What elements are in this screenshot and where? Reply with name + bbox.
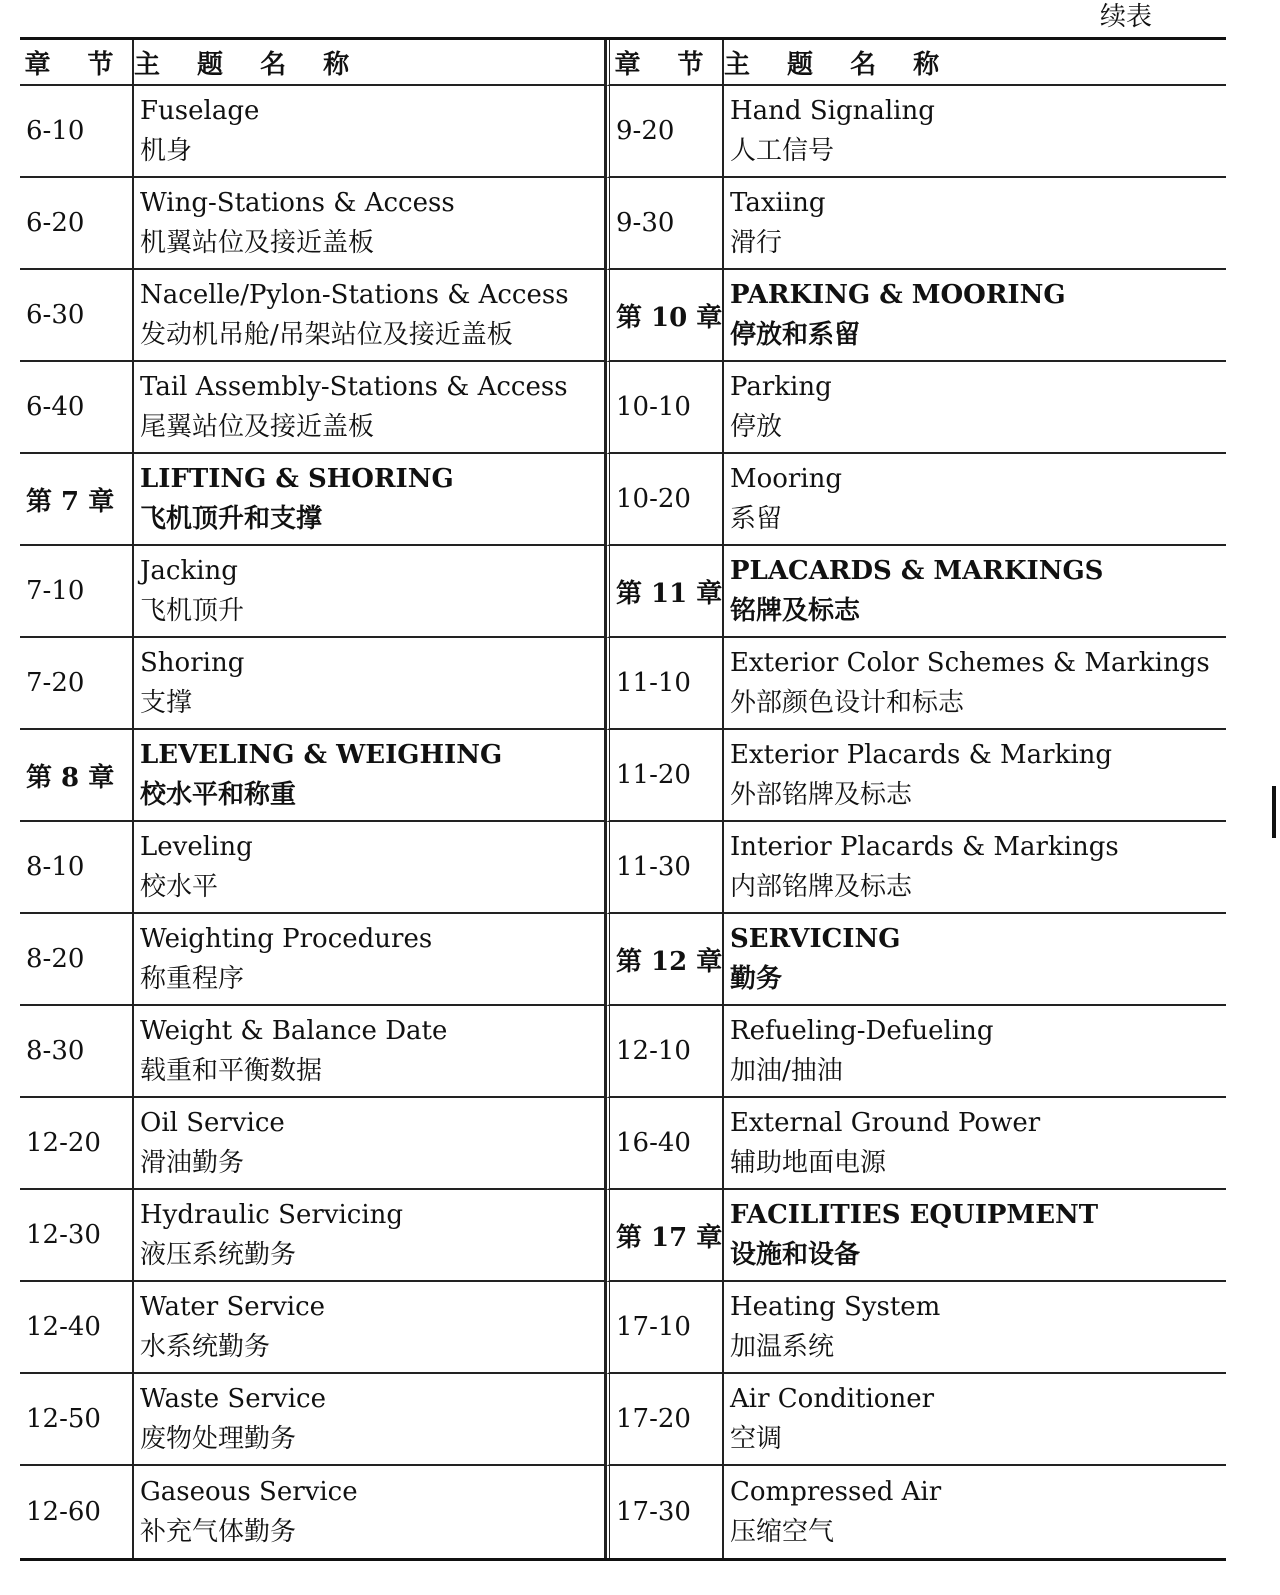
- topic-title-en: Leveling: [140, 832, 253, 862]
- chapter-code-right: 第 10 章: [606, 270, 724, 362]
- topic-title-left: [134, 86, 606, 178]
- chapter-code-left: 第 7 章: [20, 454, 134, 546]
- chapter-table: [20, 37, 1226, 1561]
- topic-title-right: [724, 1190, 1226, 1282]
- chapter-code-left: 6-40: [20, 362, 134, 454]
- topic-title-en: Wing-Stations & Access: [140, 188, 455, 218]
- topic-title-zh: 人工信号: [730, 136, 835, 166]
- chapter-code-left: 6-10: [20, 86, 134, 178]
- topic-title-zh: 勤务: [730, 964, 783, 994]
- chapter-code-right: 10-20: [606, 454, 724, 546]
- topic-title-en: Exterior Placards & Marking: [730, 740, 1113, 770]
- chapter-code-left: 6-30: [20, 270, 134, 362]
- topic-title-en: Weighting Procedures: [140, 924, 433, 954]
- header-title-left: 主 题 名 称: [134, 40, 606, 86]
- topic-title-left: [134, 914, 606, 1006]
- topic-title-left: [134, 178, 606, 270]
- topic-title-en: Hand Signaling: [730, 96, 935, 126]
- topic-title-zh: 停放: [730, 412, 783, 442]
- topic-title-zh: 滑行: [730, 228, 783, 258]
- chapter-table-grid: [20, 40, 1226, 1558]
- chapter-code-right: 17-10: [606, 1282, 724, 1374]
- topic-title-zh: 机翼站位及接近盖板: [140, 228, 375, 258]
- topic-title-en: Gaseous Service: [140, 1477, 358, 1507]
- topic-title-left: [134, 270, 606, 362]
- topic-title-zh: 废物处理勤务: [140, 1424, 297, 1454]
- topic-title-en: Taxiing: [730, 188, 826, 218]
- topic-title-en: Heating System: [730, 1292, 941, 1322]
- topic-title-right: [724, 1098, 1226, 1190]
- topic-title-right: [724, 1006, 1226, 1098]
- topic-title-en: LIFTING & SHORING: [140, 464, 454, 494]
- topic-title-en: Weight & Balance Date: [140, 1016, 448, 1046]
- chapter-code-left: 12-50: [20, 1374, 134, 1466]
- topic-title-en: Mooring: [730, 464, 843, 494]
- topic-title-left: [134, 1466, 606, 1558]
- topic-title-right: [724, 270, 1226, 362]
- chapter-code-right: 第 17 章: [606, 1190, 724, 1282]
- topic-title-zh: 内部铭牌及标志: [730, 872, 913, 902]
- continued-label: 续表: [1099, 2, 1152, 32]
- chapter-code-right: 17-20: [606, 1374, 724, 1466]
- topic-title-en: LEVELING & WEIGHING: [140, 740, 503, 770]
- topic-title-zh: 加温系统: [730, 1332, 835, 1362]
- topic-title-en: Nacelle/Pylon-Stations & Access: [140, 280, 569, 310]
- topic-title-zh: 外部颜色设计和标志: [730, 688, 965, 718]
- chapter-code-right: 17-30: [606, 1466, 724, 1558]
- topic-title-right: [724, 822, 1226, 914]
- topic-title-zh: 停放和系留: [730, 320, 861, 350]
- topic-title-left: [134, 1282, 606, 1374]
- topic-title-zh: 系留: [730, 504, 783, 534]
- topic-title-zh: 发动机吊舱/吊架站位及接近盖板: [140, 320, 513, 350]
- topic-title-en: Fuselage: [140, 96, 260, 126]
- topic-title-zh: 设施和设备: [730, 1240, 861, 1270]
- chapter-code-left: 12-30: [20, 1190, 134, 1282]
- topic-title-left: [134, 1006, 606, 1098]
- topic-title-en: Jacking: [140, 556, 238, 586]
- chapter-code-right: 16-40: [606, 1098, 724, 1190]
- topic-title-en: Compressed Air: [730, 1477, 942, 1507]
- topic-title-en: PLACARDS & MARKINGS: [730, 556, 1104, 586]
- topic-title-en: Oil Service: [140, 1108, 285, 1138]
- topic-title-zh: 尾翼站位及接近盖板: [140, 412, 375, 442]
- topic-title-left: [134, 822, 606, 914]
- topic-title-right: [724, 914, 1226, 1006]
- topic-title-en: FACILITIES EQUIPMENT: [730, 1200, 1099, 1230]
- topic-title-en: Refueling-Defueling: [730, 1016, 994, 1046]
- header-title-right: 主 题 名 称: [724, 40, 1226, 86]
- topic-title-left: [134, 454, 606, 546]
- topic-title-left: [134, 1190, 606, 1282]
- chapter-code-left: 8-20: [20, 914, 134, 1006]
- topic-title-zh: 加油/抽油: [730, 1056, 843, 1086]
- chapter-code-left: 8-30: [20, 1006, 134, 1098]
- topic-title-zh: 压缩空气: [730, 1517, 835, 1547]
- topic-title-en: Exterior Color Schemes & Markings: [730, 648, 1210, 678]
- header-chapter-right: 章 节: [606, 40, 724, 86]
- topic-title-zh: 称重程序: [140, 964, 245, 994]
- topic-title-right: [724, 1374, 1226, 1466]
- topic-title-left: [134, 730, 606, 822]
- topic-title-en: Water Service: [140, 1292, 326, 1322]
- topic-title-right: [724, 86, 1226, 178]
- topic-title-right: [724, 638, 1226, 730]
- chapter-code-right: 第 12 章: [606, 914, 724, 1006]
- chapter-code-right: 12-10: [606, 1006, 724, 1098]
- topic-title-zh: 校水平: [140, 872, 219, 902]
- chapter-code-left: 8-10: [20, 822, 134, 914]
- topic-title-left: [134, 1098, 606, 1190]
- topic-title-zh: 机身: [140, 136, 193, 166]
- topic-title-right: [724, 546, 1226, 638]
- chapter-code-left: 12-60: [20, 1466, 134, 1558]
- topic-title-zh: 载重和平衡数据: [140, 1056, 323, 1086]
- topic-title-zh: 飞机顶升: [140, 596, 245, 626]
- topic-title-en: Tail Assembly-Stations & Access: [140, 372, 568, 402]
- chapter-code-right: 9-30: [606, 178, 724, 270]
- topic-title-zh: 飞机顶升和支撑: [140, 504, 323, 534]
- topic-title-left: [134, 362, 606, 454]
- header-chapter-left: 章 节: [20, 40, 134, 86]
- chapter-code-left: 第 8 章: [20, 730, 134, 822]
- chapter-code-right: 11-20: [606, 730, 724, 822]
- topic-title-left: [134, 546, 606, 638]
- chapter-code-left: 12-40: [20, 1282, 134, 1374]
- chapter-code-left: 6-20: [20, 178, 134, 270]
- topic-title-zh: 支撑: [140, 688, 193, 718]
- topic-title-en: External Ground Power: [730, 1108, 1041, 1138]
- topic-title-right: [724, 730, 1226, 822]
- topic-title-left: [134, 1374, 606, 1466]
- topic-title-left: [134, 638, 606, 730]
- topic-title-zh: 空调: [730, 1424, 783, 1454]
- chapter-code-right: 11-10: [606, 638, 724, 730]
- chapter-code-left: 12-20: [20, 1098, 134, 1190]
- topic-title-en: PARKING & MOORING: [730, 280, 1066, 310]
- text-cursor-mark: [1272, 786, 1276, 838]
- topic-title-right: [724, 178, 1226, 270]
- chapter-code-right: 11-30: [606, 822, 724, 914]
- topic-title-right: [724, 1282, 1226, 1374]
- topic-title-zh: 校水平和称重: [140, 780, 297, 810]
- topic-title-zh: 液压系统勤务: [140, 1240, 297, 1270]
- topic-title-zh: 滑油勤务: [140, 1148, 245, 1178]
- topic-title-right: [724, 1466, 1226, 1558]
- topic-title-zh: 补充气体勤务: [140, 1517, 297, 1547]
- topic-title-en: Parking: [730, 372, 832, 402]
- chapter-code-left: 7-10: [20, 546, 134, 638]
- topic-title-en: Hydraulic Servicing: [140, 1200, 404, 1230]
- chapter-code-right: 10-10: [606, 362, 724, 454]
- chapter-code-right: 第 11 章: [606, 546, 724, 638]
- topic-title-en: SERVICING: [730, 924, 901, 954]
- chapter-code-right: 9-20: [606, 86, 724, 178]
- topic-title-en: Interior Placards & Markings: [730, 832, 1119, 862]
- topic-title-zh: 水系统勤务: [140, 1332, 271, 1362]
- topic-title-zh: 辅助地面电源: [730, 1148, 887, 1178]
- topic-title-zh: 铭牌及标志: [730, 596, 861, 626]
- topic-title-right: [724, 454, 1226, 546]
- topic-title-en: Waste Service: [140, 1384, 326, 1414]
- topic-title-zh: 外部铭牌及标志: [730, 780, 913, 810]
- topic-title-en: Air Conditioner: [730, 1384, 935, 1414]
- chapter-code-left: 7-20: [20, 638, 134, 730]
- topic-title-right: [724, 362, 1226, 454]
- topic-title-en: Shoring: [140, 648, 245, 678]
